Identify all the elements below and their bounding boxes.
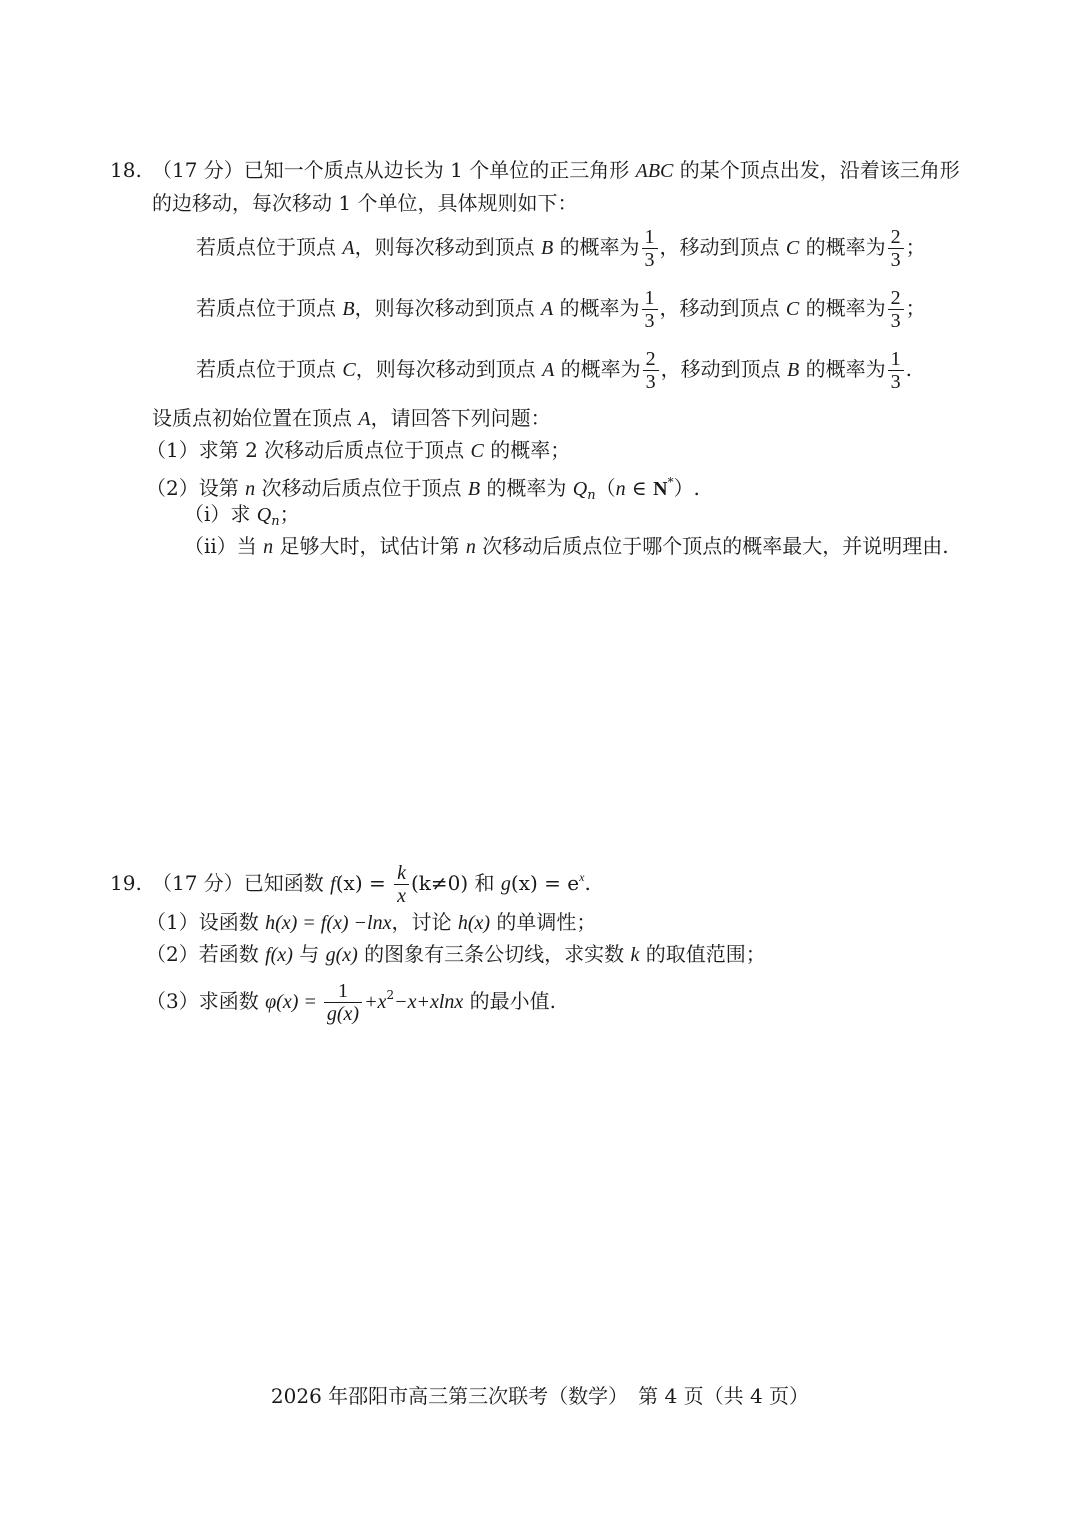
- fraction: $\frac{1}{3}$: [888, 348, 904, 393]
- q18-rule-b: 若质点位于顶点 B，则每次移动到顶点 A 的概率为 $\frac{1}{3}$ ，移动到顶点 C 的概率为 $\frac{2}{3}$ ；: [196, 287, 926, 332]
- q18-rule-a: 若质点位于顶点 A，则每次移动到顶点 B 的概率为 $\frac{1}{3}$ ，移动到顶点 C 的概率为 $\frac{2}{3}$ ；: [196, 226, 926, 271]
- fraction: $\frac{k}{x}$: [394, 862, 409, 907]
- q19-part-3: （3）求函数 φ(x) = $\frac{1}{g(x)}$ $+x^2-x+xlnx$ 的最小值.: [146, 980, 556, 1025]
- q18-setup: 设质点初始位置在顶点 A，请回答下列问题：: [152, 406, 551, 430]
- fraction: $\frac{2}{3}$: [888, 287, 904, 332]
- q19-intro: 19. （17 分）已知函数 f(x) = $\frac{k}{x}$ (k≠0) 和 $g(x) = e^x$.: [110, 862, 591, 907]
- q18-rule-c: 若质点位于顶点 C，则每次移动到顶点 A 的概率为 $\frac{2}{3}$ ，移动到顶点 B 的概率为 $\frac{1}{3}$ .: [196, 348, 912, 393]
- fraction: $\frac{1}{g(x)}$: [324, 980, 362, 1025]
- q19-part-1: （1）设函数 h(x) = f(x) −lnx，讨论 h(x) 的单调性；: [146, 910, 597, 934]
- q18-intro-line1: 18. （17 分）已知一个质点从边长为 1 个单位的正三角形 ABC 的某个顶点出发，沿着该三角形: [110, 158, 960, 182]
- q18-part-2-i: （ⅰ）求 $Q_n$；: [184, 502, 300, 529]
- fraction: $\frac{2}{3}$: [888, 226, 904, 271]
- q19-number: 19.: [110, 871, 142, 895]
- fraction: $\frac{2}{3}$: [643, 348, 659, 393]
- page-footer: 2026 年邵阳市高三第三次联考（数学） 第 4 页（共 4 页）: [270, 1384, 810, 1408]
- fraction: $\frac{1}{3}$: [642, 226, 658, 271]
- q18-number: 18.: [110, 158, 142, 182]
- q18-intro-line2: 的边移动，每次移动 1 个单位，具体规则如下：: [152, 191, 578, 215]
- q19-part-2: （2）若函数 f(x) 与 g(x) 的图象有三条公切线，求实数 k 的取值范围；: [146, 942, 766, 966]
- fraction: $\frac{1}{3}$: [642, 287, 658, 332]
- q18-part-1: （1）求第 2 次移动后质点位于顶点 C 的概率；: [146, 438, 571, 462]
- q18-part-2-ii: （ⅱ）当 n 足够大时，试估计第 n 次移动后质点位于哪个顶点的概率最大，并说明理由.: [184, 534, 949, 558]
- q18-part-2: （2）设第 n 次移动后质点位于顶点 B 的概率为 $Q_n(n$ ∈ N*）.: [146, 475, 700, 503]
